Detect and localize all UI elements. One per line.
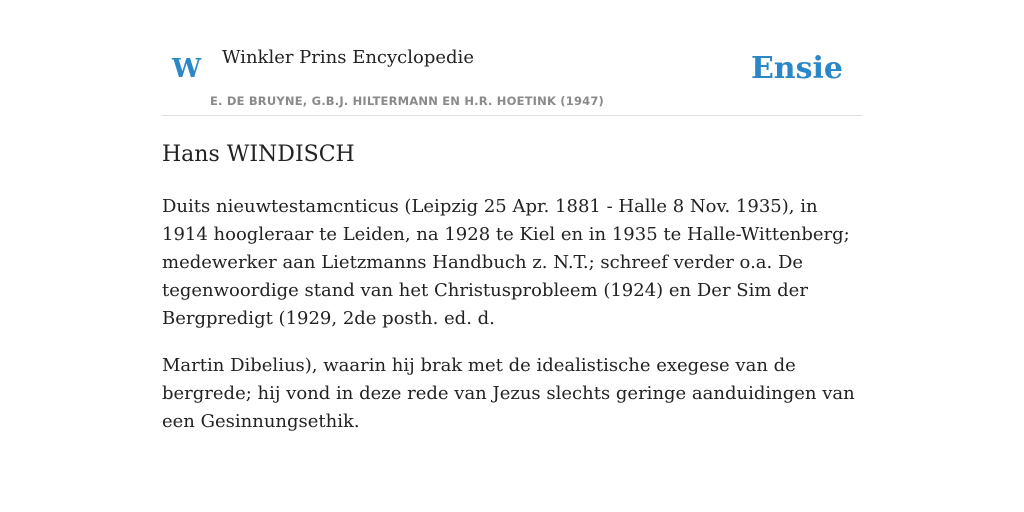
article-container: [162, 0, 862, 436]
article-paragraph-2: Martin Dibelius), waarin hij brak met de idealistische exegese van de bergrede; hij vond in deze rede van Jezus slechts geringe aanduidingen van een Gesinnungsethik.: [162, 355, 855, 432]
winkler-prins-logo-icon[interactable]: W: [172, 54, 202, 84]
source-authors: E. DE BRUYNE, G.B.J. HILTERMANN EN H.R. HOETINK (1947): [210, 94, 605, 108]
source-title[interactable]: Winkler Prins Encyclopedie: [222, 47, 474, 68]
ensie-brand-link[interactable]: Ensie: [750, 51, 843, 86]
source-header: [162, 0, 862, 116]
article-title: Hans WINDISCH: [162, 142, 355, 167]
article-paragraph-1: Duits nieuwtestamcnticus (Leipzig 25 Apr. 1881 - Halle 8 Nov. 1935), in 1914 hoogleraar te Leiden, na 1928 te Kiel en in 1935 te Halle-Wittenberg; medewerker aan Lietzmanns Handbuch z. N.T.; schreef verder o.a. De tegenwoordige stand van het Christusprobleem (1924) en Der Sim der Bergpredigt (1929, 2de posth. ed. d.: [162, 196, 850, 329]
